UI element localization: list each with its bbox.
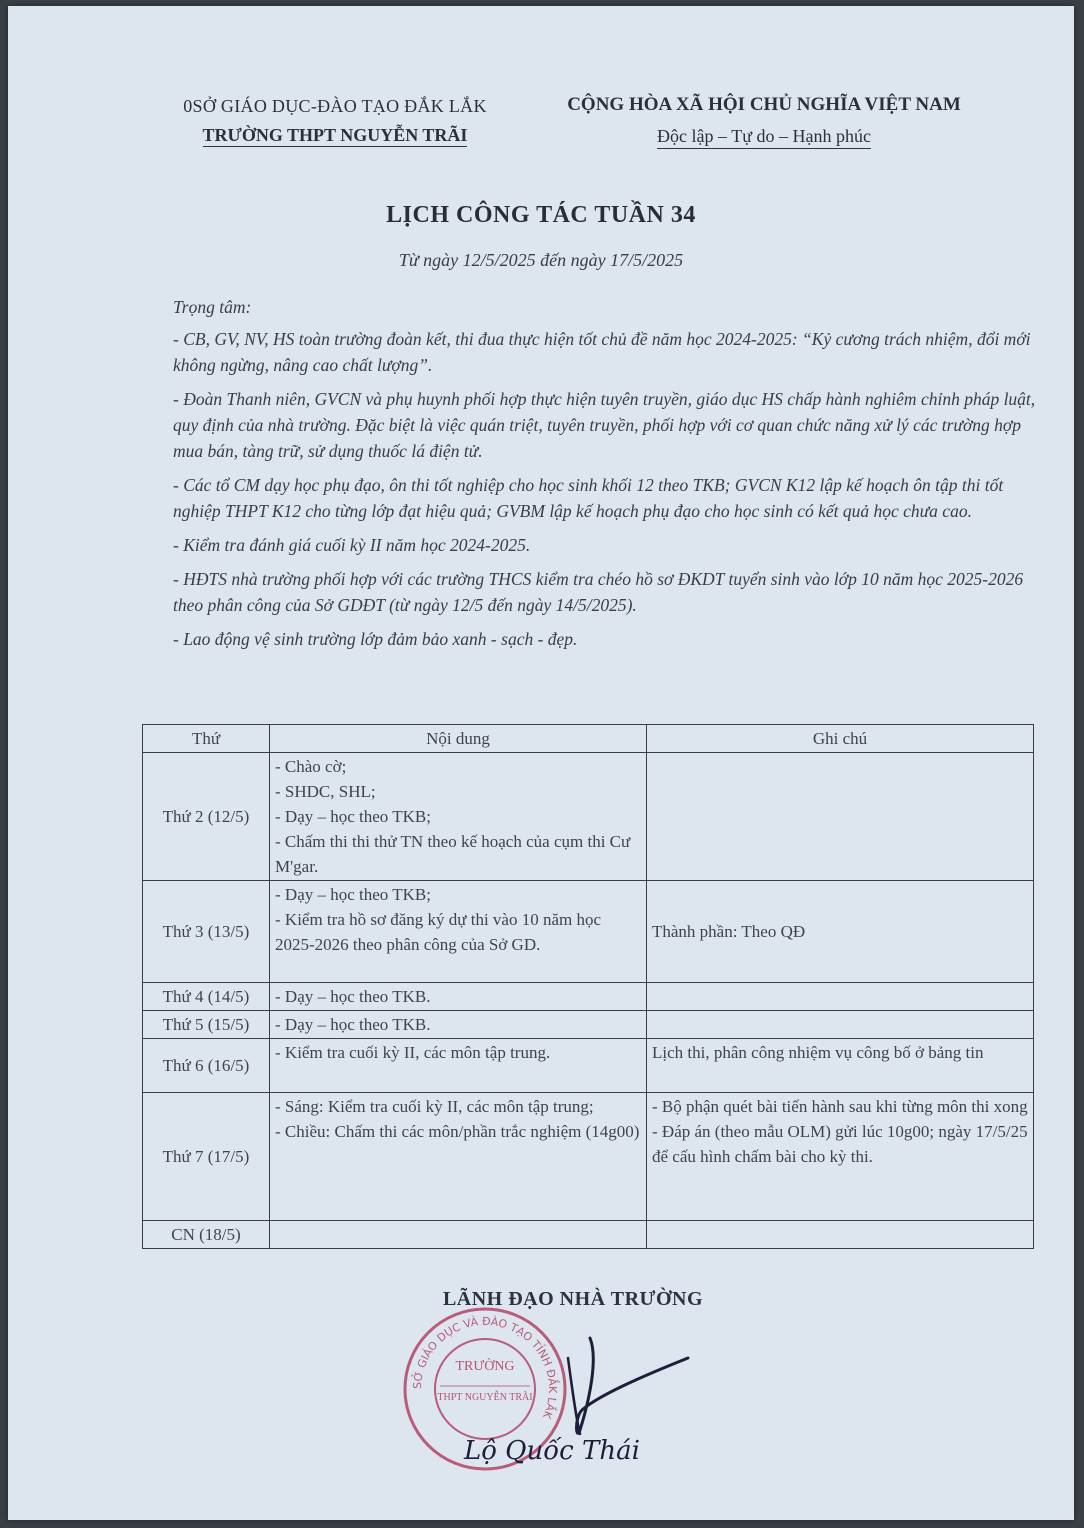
content-cell: - Dạy – học theo TKB. <box>270 1011 647 1039</box>
school-name: TRƯỜNG THPT NGUYỄN TRÃI <box>202 125 468 145</box>
nation-name: CỘNG HÒA XÃ HỘI CHỦ NGHĨA VIỆT NAM <box>567 94 961 115</box>
focus-item: - HĐTS nhà trường phối hợp với các trường THCS kiểm tra chéo hồ sơ ĐKDT tuyển sinh vào lớp 10 năm học 2025-2026 theo phân công của Sở GDĐT (từ ngày 12/5 đến ngày 14/5/2025). <box>173 569 1024 615</box>
day-cell: Thứ 3 (13/5) <box>143 881 270 983</box>
seal-outer-text: SỞ GIÁO DỤC VÀ ĐÀO TẠO TỈNH ĐẮK LẮK <box>410 1314 560 1421</box>
content-cell: - Dạy – học theo TKB; - Kiểm tra hồ sơ đăng ký dự thi vào 10 năm học 2025-2026 theo phân công của Sở GD. <box>270 881 647 983</box>
school-name-wrap <box>150 125 520 146</box>
content-cell: - Chào cờ; - SHDC, SHL; - Dạy – học theo TKB; - Chấm thi thi thử TN theo kế hoạch của cụm thi Cư M'gar. <box>270 753 647 881</box>
table-row <box>143 1039 1034 1093</box>
note-cell <box>647 1011 1034 1039</box>
table-row <box>143 983 1034 1011</box>
focus-item: - Kiểm tra đánh giá cuối kỳ II năm học 2024-2025. <box>173 535 531 555</box>
note-cell <box>647 753 1034 881</box>
content-cell: - Kiểm tra cuối kỳ II, các môn tập trung. <box>270 1039 647 1093</box>
note-cell <box>647 1221 1034 1249</box>
focus-section <box>173 294 1038 660</box>
leadership-title: LÃNH ĐẠO NHÀ TRƯỜNG <box>442 1288 704 1310</box>
header-note: Ghi chú <box>647 725 1034 753</box>
focus-item: - Lao động vệ sinh trường lớp đảm bảo xanh - sạch - đẹp. <box>173 629 578 649</box>
focus-item: - Đoàn Thanh niên, GVCN và phụ huynh phối hợp thực hiện tuyên truyền, giáo dục HS chấp hành nghiêm chỉnh pháp luật, quy định của nhà trường. Đặc biệt là việc quán triệt, tuyên truyền, phối hợp với cơ quan chức năng xử lý các trường hợp mua bán, tàng trữ, sử dụng thuốc lá điện tử. <box>173 389 1036 461</box>
content-cell: - Dạy – học theo TKB. <box>270 983 647 1011</box>
note-cell: Lịch thi, phân công nhiệm vụ công bố ở bảng tin <box>647 1039 1034 1093</box>
document-page <box>8 6 1074 1520</box>
note-cell: Thành phần: Theo QĐ <box>647 881 1034 983</box>
national-motto-block <box>530 94 998 147</box>
note-cell: - Bộ phận quét bài tiến hành sau khi từng môn thi xong - Đáp án (theo mẫu OLM) gửi lúc 10g00; ngày 17/5/25 để cấu hình chấm bài cho kỳ thi. <box>647 1093 1034 1221</box>
day-cell: Thứ 7 (17/5) <box>143 1093 270 1221</box>
day-cell: Thứ 2 (12/5) <box>143 753 270 881</box>
schedule-table <box>142 724 1034 1249</box>
day-cell: Thứ 6 (16/5) <box>143 1039 270 1093</box>
seal-line-2: THPT NGUYỄN TRÃI <box>437 1392 533 1403</box>
table-row <box>143 1093 1034 1221</box>
table-row <box>143 881 1034 983</box>
motto-wrap <box>530 126 998 147</box>
header-content: Nội dung <box>270 725 647 753</box>
focus-item: - CB, GV, NV, HS toàn trường đoàn kết, thi đua thực hiện tốt chủ đề năm học 2024-2025: “Kỷ cương trách nhiệm, đổi mới không ngừng, nâng cao chất lượng”. <box>173 329 1031 375</box>
day-cell: Thứ 4 (14/5) <box>143 983 270 1011</box>
table-header-row <box>143 725 1034 753</box>
document-title: LỊCH CÔNG TÁC TUẦN 34 <box>386 202 696 228</box>
day-cell: CN (18/5) <box>143 1221 270 1249</box>
day-cell: Thứ 5 (15/5) <box>143 1011 270 1039</box>
motto: Độc lập – Tự do – Hạnh phúc <box>657 126 871 149</box>
content-cell: - Sáng: Kiểm tra cuối kỳ II, các môn tập trung; - Chiều: Chấm thi các môn/phần trắc nghiệm (14g00) <box>270 1093 647 1221</box>
table-row <box>143 753 1034 881</box>
signer-name: Lộ Quốc Thái <box>464 1436 640 1466</box>
focus-item: - Các tổ CM dạy học phụ đạo, ôn thi tốt nghiệp cho học sinh khối 12 theo TKB; GVCN K12 lập kế hoạch ôn tập thi tốt nghiệp THPT K12 cho từng lớp đạt hiệu quả; GVBM lập kế hoạch phụ đạo cho học sinh có kết quả học chưa cao. <box>173 475 1004 521</box>
date-range: Từ ngày 12/5/2025 đến ngày 17/5/2025 <box>398 250 684 270</box>
content-cell <box>270 1221 647 1249</box>
seal-line-1: TRƯỜNG <box>455 1359 515 1374</box>
table-row <box>143 1011 1034 1039</box>
focus-label: Trọng tâm: <box>173 297 252 317</box>
department-name: 0SỞ GIÁO DỤC-ĐÀO TẠO ĐẮK LẮK <box>183 96 487 116</box>
table-row <box>143 1221 1034 1249</box>
issuer-block <box>150 96 520 146</box>
note-cell <box>647 983 1034 1011</box>
header-day: Thứ <box>143 725 270 753</box>
